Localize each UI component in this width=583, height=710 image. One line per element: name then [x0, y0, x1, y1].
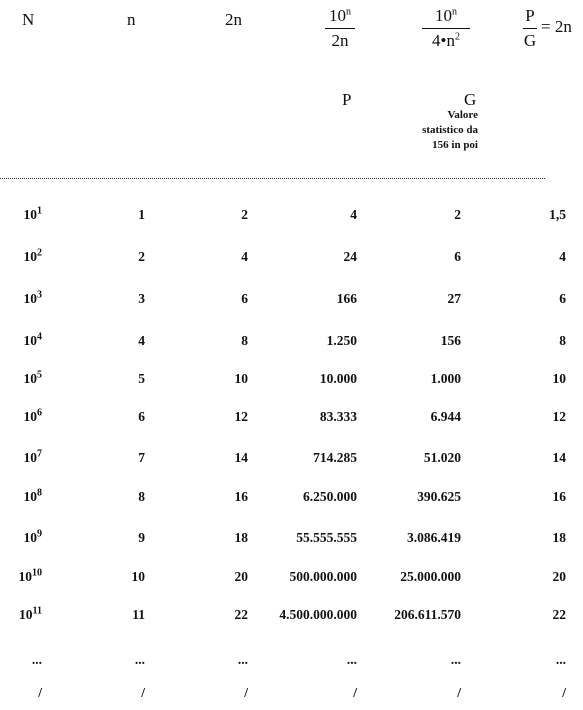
cell-n: 11 — [132, 607, 145, 622]
P-formula-den: 2n — [331, 31, 349, 50]
power-exponent: 4 — [37, 331, 42, 343]
cell-P: 10.000 — [319, 371, 357, 386]
P-formula-base: 10 — [329, 6, 346, 25]
power-exponent: 10 — [32, 567, 42, 579]
cell-G: 6 — [454, 249, 461, 264]
cell-P: 4 — [350, 207, 357, 222]
cell-ratio: 12 — [552, 409, 566, 424]
cell-P: 1.250 — [326, 333, 357, 348]
cell-2n: 2 — [241, 207, 248, 222]
cell-n: 8 — [138, 489, 145, 504]
cell-N — [32, 652, 42, 668]
cell-N — [24, 450, 43, 466]
ratio-rhs: = 2n — [541, 17, 572, 36]
cell-N — [24, 530, 43, 546]
power-base: 10 — [19, 607, 33, 622]
cell-N — [19, 607, 42, 623]
cell-n: 1 — [138, 207, 145, 222]
cell-P: 166 — [336, 291, 357, 306]
cell-P: 4.500.000.000 — [279, 607, 357, 622]
separator-line — [0, 178, 545, 179]
cell-ratio: 18 — [552, 530, 566, 545]
cell-2n: 16 — [234, 489, 248, 504]
cell-ratio: 6 — [559, 291, 566, 306]
cell-P: / — [353, 685, 357, 700]
cell-P: 714.285 — [313, 450, 357, 465]
header-2n: 2n — [225, 10, 242, 29]
power-base: / — [38, 685, 42, 700]
cell-ratio: 1,5 — [549, 207, 566, 222]
cell-2n: 4 — [241, 249, 248, 264]
cell-2n: 20 — [234, 569, 248, 584]
cell-n: 2 — [138, 249, 145, 264]
cell-ratio: ... — [555, 652, 566, 667]
cell-n: 3 — [138, 291, 145, 306]
cell-2n: 14 — [234, 450, 248, 465]
G-formula-exp: n — [452, 6, 457, 18]
power-base: 10 — [23, 249, 37, 264]
power-base: ... — [31, 652, 42, 667]
cell-G: ... — [450, 652, 461, 667]
cell-N — [38, 685, 42, 701]
cell-G: 390.625 — [417, 489, 461, 504]
cell-G: 6.944 — [430, 409, 461, 424]
cell-G: 3.086.419 — [407, 530, 461, 545]
cell-ratio: 8 — [559, 333, 566, 348]
cell-N — [24, 489, 43, 505]
ratio-formula — [523, 6, 537, 51]
cell-N — [19, 569, 43, 585]
power-exponent: 11 — [32, 605, 42, 617]
cell-ratio: 4 — [559, 249, 566, 264]
cell-N — [24, 249, 43, 265]
cell-n: 7 — [138, 450, 145, 465]
cell-2n: 12 — [234, 409, 248, 424]
cell-n: 9 — [138, 530, 145, 545]
cell-N — [24, 333, 43, 349]
cell-ratio: 14 — [552, 450, 566, 465]
power-base: 10 — [23, 333, 37, 348]
power-base: 10 — [23, 207, 37, 222]
label-P: P — [342, 90, 352, 109]
P-formula — [325, 6, 355, 51]
ratio-den: G — [523, 31, 537, 50]
cell-2n: ... — [237, 652, 248, 667]
power-exponent: 1 — [37, 205, 42, 217]
cell-n: 4 — [138, 333, 145, 348]
G-formula-base: 10 — [435, 6, 452, 25]
power-exponent: 8 — [37, 487, 42, 499]
cell-2n: 6 — [241, 291, 248, 306]
label-G: G — [464, 90, 477, 109]
power-exponent: 7 — [37, 448, 42, 460]
power-base: 10 — [23, 530, 37, 545]
G-formula-den: 4•n — [432, 31, 455, 50]
cell-N — [24, 207, 43, 223]
cell-n: / — [141, 685, 145, 700]
power-base: 10 — [18, 569, 32, 584]
cell-2n: 8 — [241, 333, 248, 348]
header-n: n — [127, 10, 136, 29]
cell-G: 51.020 — [423, 450, 461, 465]
cell-ratio: / — [562, 685, 566, 700]
note-line-3: 156 in poi — [432, 139, 478, 151]
cell-n: 5 — [138, 371, 145, 386]
cell-2n: 18 — [234, 530, 248, 545]
header-N: N — [22, 10, 35, 29]
power-exponent: 5 — [37, 369, 42, 381]
cell-G: 2 — [454, 207, 461, 222]
cell-2n: / — [244, 685, 248, 700]
cell-n: ... — [134, 652, 145, 667]
power-exponent: 2 — [37, 247, 42, 259]
cell-G: 27 — [447, 291, 461, 306]
G-formula — [422, 6, 470, 51]
statistical-note — [422, 108, 478, 153]
note-line-2: statistico da — [422, 124, 478, 136]
cell-N — [24, 291, 43, 307]
cell-n: 10 — [131, 569, 145, 584]
cell-G: 1.000 — [430, 371, 461, 386]
power-base: 10 — [23, 409, 37, 424]
cell-ratio: 22 — [552, 607, 566, 622]
cell-ratio: 10 — [552, 371, 566, 386]
ratio-num: P — [525, 6, 535, 25]
cell-ratio: 16 — [552, 489, 566, 504]
cell-P: 83.333 — [319, 409, 357, 424]
power-exponent: 9 — [37, 528, 42, 540]
cell-G: 25.000.000 — [400, 569, 461, 584]
cell-n: 6 — [138, 409, 145, 424]
power-base: 10 — [23, 489, 37, 504]
cell-P: 55.555.555 — [296, 530, 357, 545]
power-exponent: 3 — [37, 289, 42, 301]
cell-2n: 10 — [234, 371, 248, 386]
cell-2n: 22 — [234, 607, 248, 622]
power-base: 10 — [23, 450, 37, 465]
G-formula-den-exp: 2 — [454, 31, 460, 43]
cell-P: 6.250.000 — [303, 489, 357, 504]
cell-P: 500.000.000 — [289, 569, 357, 584]
power-base: 10 — [23, 291, 37, 306]
cell-G: 156 — [440, 333, 461, 348]
P-formula-exp: n — [346, 6, 351, 18]
cell-G: / — [457, 685, 461, 700]
note-line-1: Valore — [447, 109, 478, 121]
cell-P: 24 — [343, 249, 357, 264]
cell-G: 206.611.570 — [394, 607, 461, 622]
cell-N — [24, 371, 43, 387]
cell-ratio: 20 — [552, 569, 566, 584]
cell-P: ... — [346, 652, 357, 667]
power-base: 10 — [23, 371, 37, 386]
power-exponent: 6 — [37, 407, 42, 419]
cell-N — [24, 409, 43, 425]
